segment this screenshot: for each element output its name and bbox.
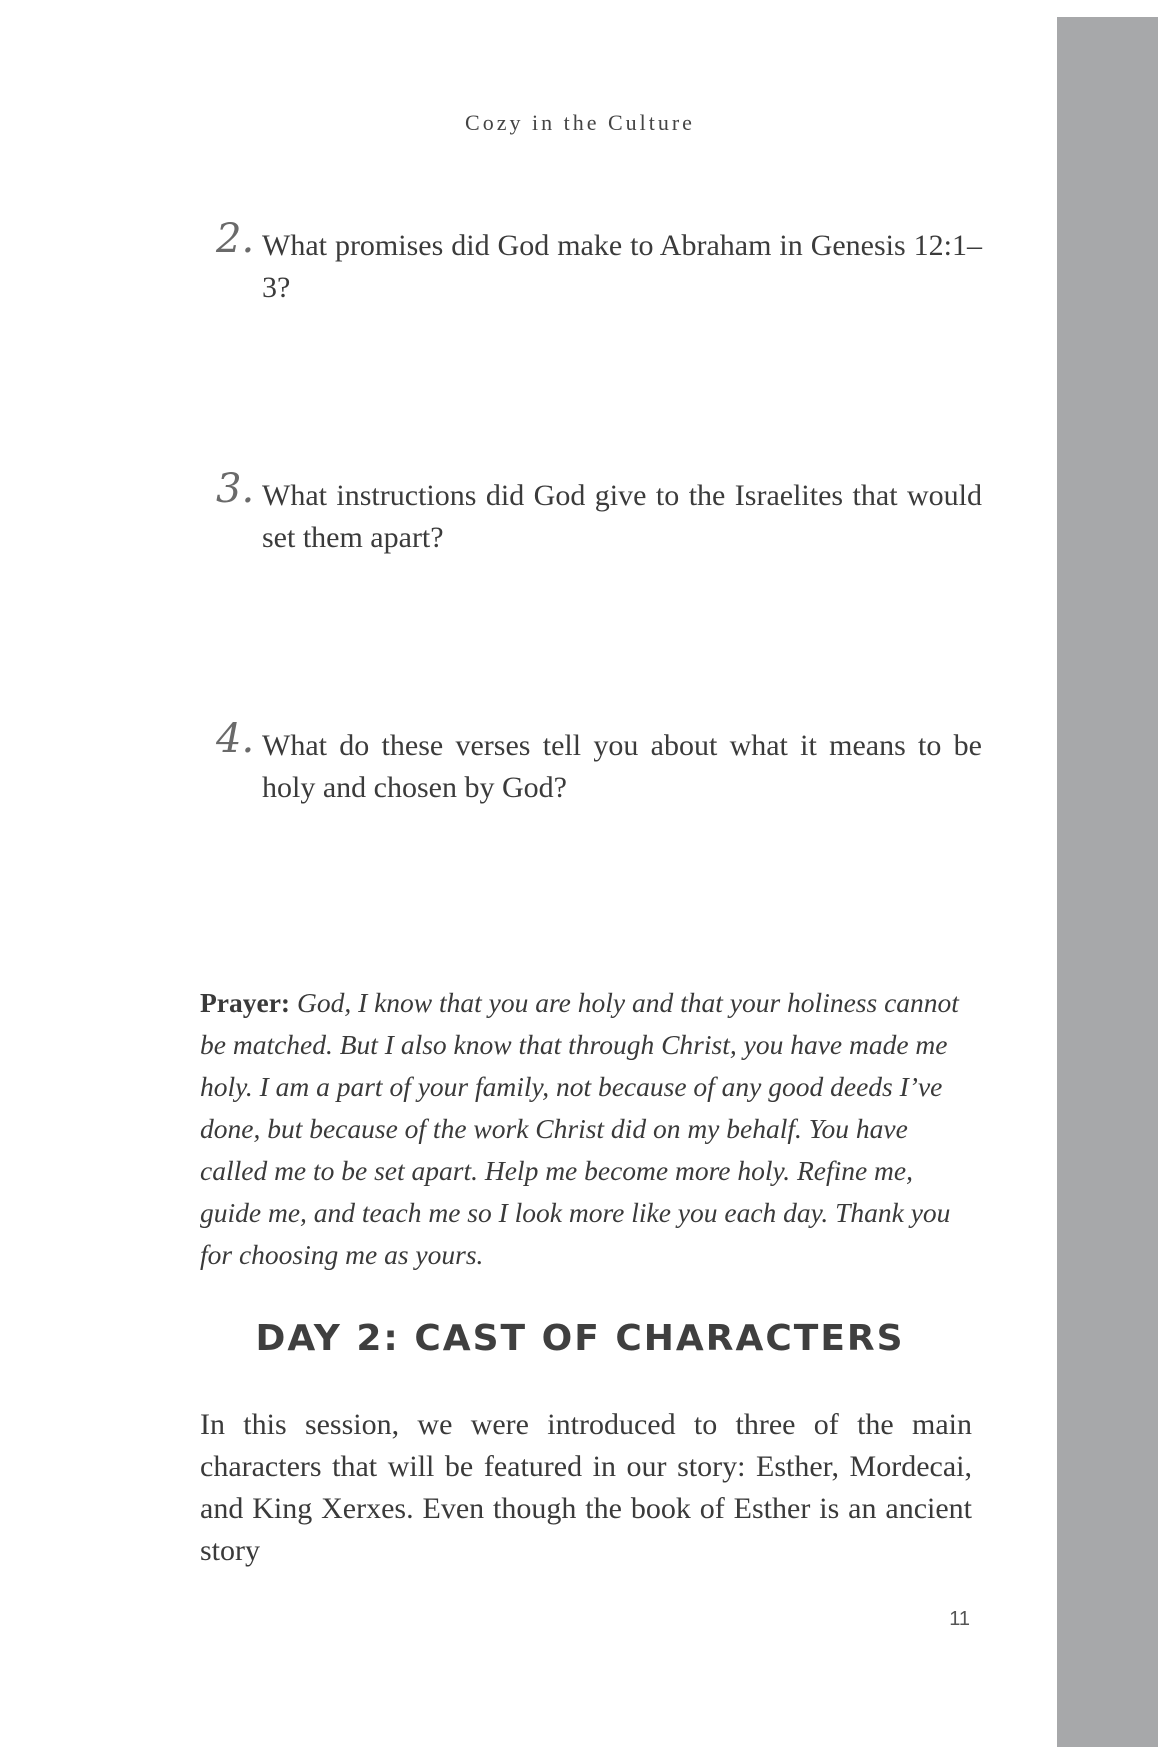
question-number: 2. [216,216,255,262]
chapter-side-tab [1057,17,1158,1747]
prayer-label: Prayer: [200,987,291,1018]
question-text: What promises did God make to Abraham in Genesis 12:1–3? [262,229,982,304]
question-4 [200,716,982,809]
question-number: 3. [216,466,255,512]
running-head: Cozy in the Culture [465,110,695,135]
question-text: What instructions did God give to the Israelites that would set them apart? [262,479,982,554]
page-number: 11 [949,1608,970,1630]
section-heading: DAY 2: CAST OF CHARACTERS [255,1318,905,1359]
prayer-paragraph [200,982,972,1276]
question-2 [200,216,982,309]
question-text: What do these verses tell you about what it means to be holy and chosen by God? [262,729,982,804]
prayer-text: God, I know that you are holy and that your holiness cannot be matched. But I also know that through Christ, you have made me holy. I am a part of your family, not because of any good deeds I’ve done, but because of the work Christ did on my behalf. You have called me to be set apart. Help me become more holy. Refine me, guide me, and teach me so I look more like you each day. Thank you for choosing me as yours. [200,987,959,1270]
body-paragraph: In this session, we were introduced to three of the main characters that will be featured in our story: Esther, Mordecai, and King Xerxes. Even though the book of Esther is an ancient story [200,1408,972,1567]
question-number: 4. [216,716,255,762]
question-3 [200,466,982,559]
